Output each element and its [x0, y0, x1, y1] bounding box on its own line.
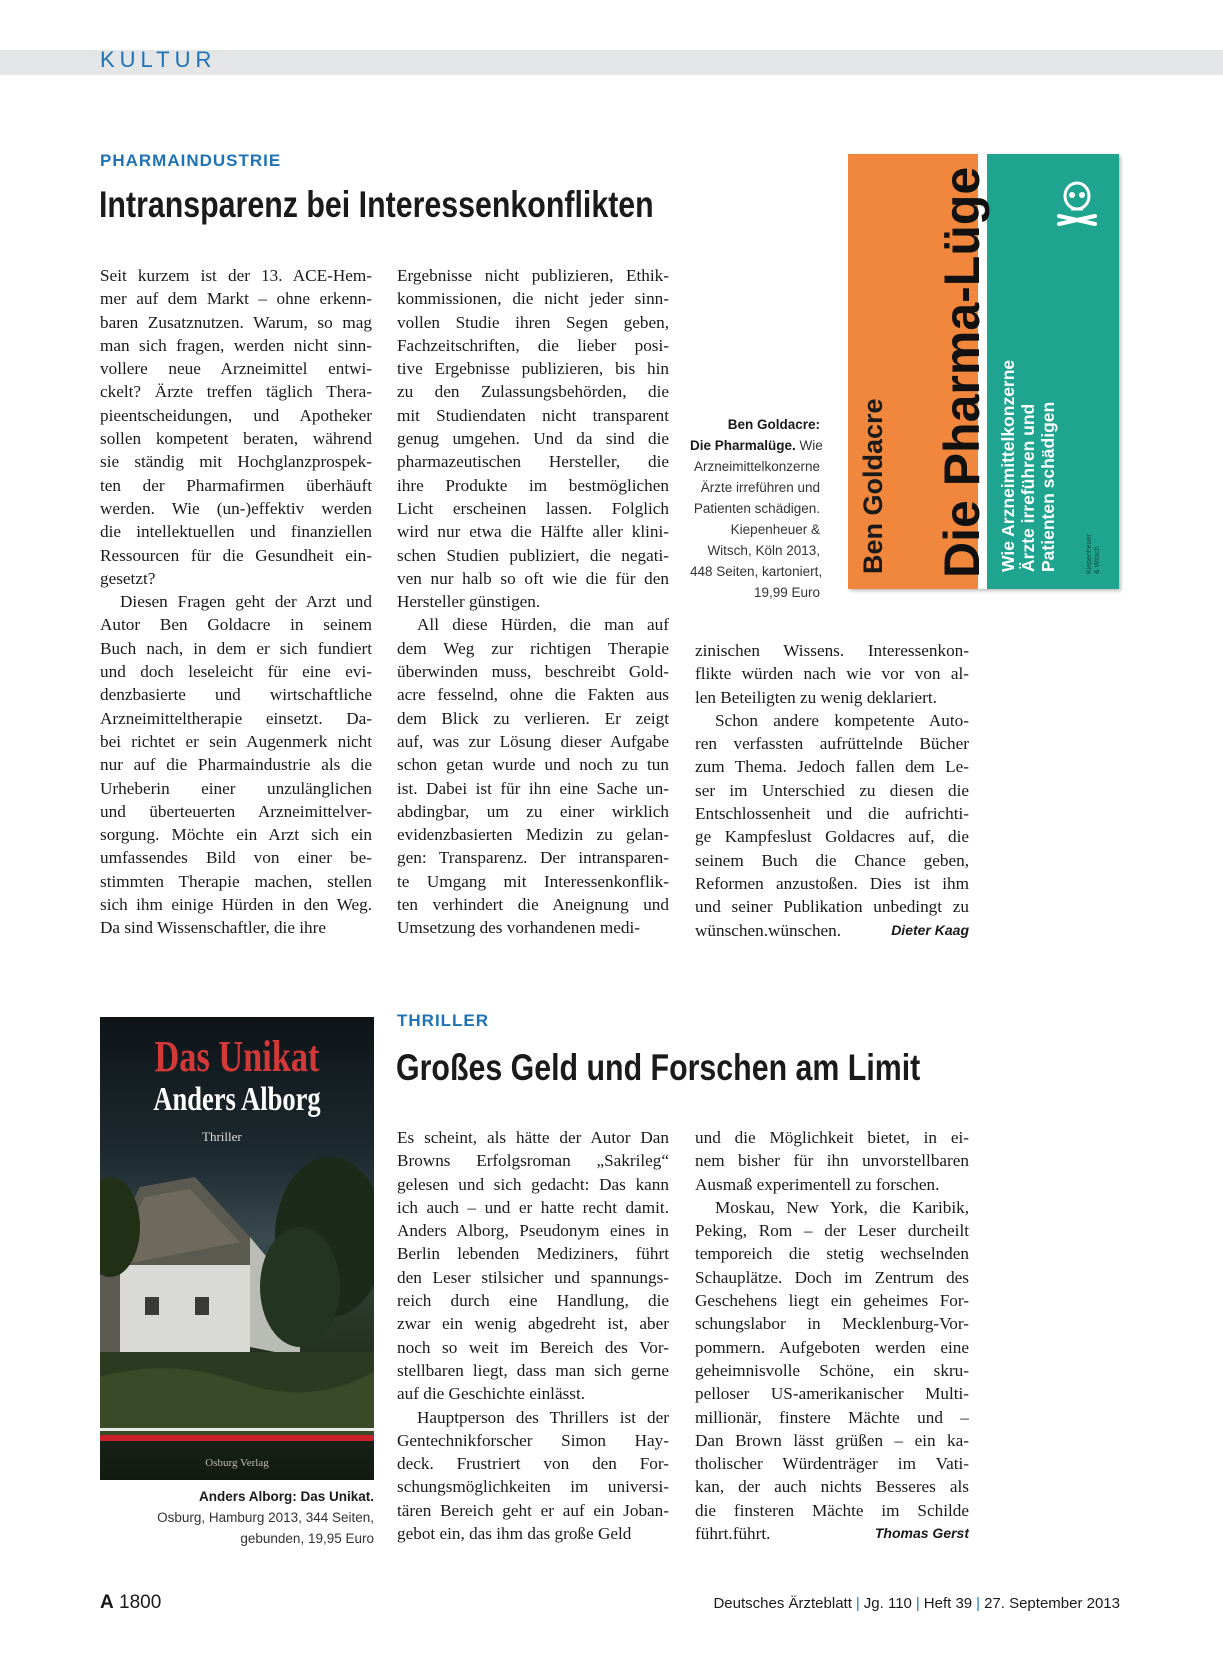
- text-line: auf die Geschichte einlässt.: [397, 1384, 586, 1404]
- cover-subtitle-line: Wie Arzneimittelkonzerne: [998, 359, 1018, 572]
- cover-subtitle-line: Patienten schädigen: [1038, 401, 1058, 572]
- cover-publisher-line: Kiepenheuer: [1086, 534, 1093, 574]
- text-line: umfassendes Bild von einer be-: [100, 848, 372, 868]
- book-cover-pharmaluege: [848, 154, 1119, 589]
- text-line: wünschen.wünschen. Dieter Kaag: [695, 919, 969, 942]
- section-label: KULTUR: [100, 47, 217, 72]
- text-line: Peking, Rom – der Leser durcheilt: [695, 1221, 969, 1241]
- article1-headline: Intransparenz bei Interessenkonflikten: [99, 184, 654, 225]
- skull-icon: [1053, 176, 1101, 228]
- book-cover-das-unikat: [100, 1017, 374, 1480]
- text-line: Browns Erfolgsroman „Sakrileg“: [397, 1151, 669, 1171]
- text-line: tären Bereich geht er auf ein Joban-: [397, 1500, 669, 1520]
- article2-column-1: [397, 1126, 669, 1545]
- article1-caption: [690, 414, 823, 603]
- caption-line: Osburg, Hamburg 2013, 344 Seiten,: [157, 1510, 374, 1525]
- text-line: denzbasierte und wirtschaftliche: [100, 685, 372, 705]
- text-line: Hauptperson des Thrillers ist der: [417, 1407, 669, 1427]
- text-line: Fachzeitschriften, die lieber posi-: [397, 335, 669, 355]
- article2-kicker: THRILLER: [397, 1011, 490, 1030]
- text-line: te Umgang mit Interessenkonflik-: [397, 871, 669, 891]
- caption-line: Ärzte irreführen und: [700, 480, 820, 495]
- article1-kicker: PHARMAINDUSTRIE: [100, 151, 282, 170]
- text-line: flikte würden nach wie vor von al-: [695, 664, 969, 684]
- text-line: und die Möglichkeit bietet, in ei-: [695, 1128, 969, 1147]
- caption-line: Patienten schädigen.: [693, 501, 820, 516]
- text-line: genug umgehen. Und da sind die: [397, 429, 669, 449]
- text-line: die intellektuellen und finanziellen: [100, 522, 372, 542]
- journal-footer: [713, 1595, 1120, 1612]
- text-line: Ergebnisse nicht publizieren, Ethik-: [397, 266, 669, 285]
- text-line: evidenzbasierten Medizin zu gelan-: [397, 825, 669, 845]
- text-line: All diese Hürden, die man auf: [417, 615, 669, 635]
- text-line: len Beteiligten zu wenig deklariert.: [695, 687, 937, 707]
- text-line: bei richtet er sein Augenmerk nicht: [100, 731, 372, 751]
- text-line: gen: Transparenz. Der intransparen-: [397, 848, 669, 868]
- text-line: sich ihm einige Hürden in den Weg.: [100, 895, 372, 915]
- page-number-value: 1800: [119, 1592, 162, 1613]
- journal-date: 27. September 2013: [984, 1595, 1120, 1612]
- text-line: schungslabor in Mecklenburg-Vor-: [695, 1314, 969, 1334]
- text-line: Schauplätze. Doch im Zentrum des: [695, 1267, 969, 1287]
- caption-line: gebunden, 19,95 Euro: [240, 1531, 374, 1546]
- text-line: vollen Studie ihren Segen geben,: [397, 312, 669, 332]
- text-line: stellbaren liegt, dass man sich gerne: [397, 1360, 669, 1380]
- caption-line: 448 Seiten, kartoniert,: [690, 564, 823, 579]
- text-line: zwar ein wenig abgedreht ist, aber: [397, 1314, 669, 1334]
- article2-caption: [100, 1486, 374, 1549]
- page-prefix: A: [100, 1592, 114, 1613]
- text-line: wird nur etwa die Hälfte aller klini-: [397, 522, 669, 542]
- cover2-title: Das Unikat: [154, 1032, 320, 1081]
- text-line: Urheberin einer unzulänglichen: [100, 778, 372, 798]
- text-line: Licht erscheinen lassen. Folglich: [397, 498, 669, 518]
- text-line: und doch leseleicht für eine evi-: [100, 662, 372, 682]
- text-line: reich durch eine Handlung, die: [397, 1291, 669, 1311]
- text-line: zinischen Wissens. Interessenkon-: [695, 641, 969, 660]
- footer-separator: |: [855, 1595, 860, 1612]
- text-line: Arzneimitteltherapie einsetzt. Da-: [100, 708, 372, 728]
- cover2-red-stripe: [100, 1435, 374, 1441]
- text-line: nem bisher für ihn unvorstellbaren: [695, 1151, 969, 1171]
- caption-line: 19,99 Euro: [753, 585, 820, 600]
- text-line: überwinden muss, beschreibt Gold-: [397, 662, 669, 682]
- cover2-house-image: [100, 1147, 374, 1437]
- text-line: tive Ergebnisse publizieren, bis hin: [397, 359, 669, 379]
- text-line: pelloser US-amerikanischer Multi-: [695, 1384, 969, 1404]
- article1-column-2: [397, 264, 669, 940]
- text-line: und seiner Publikation unbedingt zu: [695, 897, 969, 917]
- cover-title: Die Pharma-Lüge: [934, 166, 990, 578]
- author-signature: Dieter Kaag: [891, 921, 969, 938]
- text-line: sie ständig mit Hochglanzprospek-: [100, 452, 372, 472]
- text-line: tholischer Würdenträger im Vati-: [695, 1454, 969, 1474]
- text-line: Buch nach, in dem er sich fundiert: [100, 638, 372, 658]
- text-line: werden. Wie (un-)effektiv werden: [100, 498, 372, 518]
- text-line: Autor Ben Goldacre in seinem: [100, 615, 372, 635]
- page-number: [100, 1592, 161, 1614]
- text-line: mit Studiendaten nicht transparent: [397, 405, 669, 425]
- text-line: führt.führt. Thomas Gerst: [695, 1522, 969, 1545]
- cover-author: Ben Goldacre: [858, 398, 888, 574]
- text-line: deck. Frustriert von den For-: [397, 1454, 669, 1474]
- text-line: Ressourcen für die Gesundheit ein-: [100, 545, 372, 565]
- article1-column-1: [100, 264, 372, 940]
- text-line: Dan Brown lässt grüßen – ein ka-: [695, 1430, 969, 1450]
- caption-title-line: Ben Goldacre:: [727, 417, 820, 432]
- text-line: zum Thema. Jedoch fallen dem Le-: [695, 757, 969, 777]
- cover2-author: Anders Alborg: [153, 1081, 321, 1118]
- text-line: dem Blick zu verlieren. Er zeigt: [397, 708, 669, 728]
- text-line: seinem Buch die Chance geben,: [695, 850, 969, 870]
- text-line: gesetzt?: [100, 568, 156, 588]
- text-line: Seit kurzem ist der 13. ACE-Hem-: [100, 266, 372, 285]
- text-line: geheimnisvolle Schöne, ein skru-: [695, 1360, 969, 1380]
- text-line: baren Zusatznutzen. Warum, so mag: [100, 312, 372, 332]
- text-line: ihre Produkte im bestmöglichen: [397, 475, 669, 495]
- text-line: nur auf die Pharmaindustrie als die: [100, 755, 372, 775]
- journal-name: Deutsches Ärzteblatt: [713, 1595, 852, 1612]
- text-line: man sich fragen, werden nicht sinn-: [100, 335, 372, 355]
- text-line: den Leser stilsicher und spannungs-: [397, 1267, 669, 1287]
- text-line: noch so weit im Bereich des Vor-: [397, 1337, 669, 1357]
- cover-publisher: [1086, 534, 1102, 574]
- caption-line: Arzneimittelkonzerne: [693, 459, 820, 474]
- text-line: stimmten Therapie machen, stellen: [100, 871, 372, 891]
- cover2-white-stripe: [100, 1428, 374, 1431]
- text-line: ich auch – und er hatte recht damit.: [397, 1197, 669, 1217]
- caption-line: Witsch, Köln 2013,: [707, 543, 820, 558]
- cover-subtitle: [998, 360, 1058, 572]
- text-line: Ausmaß experimentell zu forschen.: [695, 1174, 940, 1194]
- text-line: vollere neue Arzneimittel entwi-: [100, 359, 372, 379]
- caption-title-line: Die Pharmalüge.: [690, 438, 796, 453]
- journal-volume: Jg. 110: [863, 1595, 912, 1612]
- text-line: Reformen anzustoßen. Dies ist ihm: [695, 873, 969, 893]
- text-line: zu den Zulassungsbehörden, die: [397, 382, 669, 402]
- text-line: acre fesselnd, ohne die Fakten aus: [397, 685, 669, 705]
- text-line: Da sind Wissenschaftler, die ihre: [100, 918, 326, 938]
- caption-line: Wie: [795, 438, 823, 453]
- text-line: pommern. Aufgeboten werden eine: [695, 1337, 969, 1357]
- text-line: schon getan wurde und noch zu tun: [397, 755, 669, 775]
- cover2-publisher: Osburg Verlag: [205, 1457, 269, 1469]
- text-line: ren verfassten aufrüttelnde Bücher: [695, 734, 969, 754]
- text-line: Umsetzung des vorhandenen medi-: [397, 918, 640, 938]
- text-line: Geschehens liegt ein geheimes For-: [695, 1291, 969, 1311]
- text-line: und überteuerten Arzneimittelver-: [100, 801, 372, 821]
- text-line: ten der Pharmafirmen überhäuft: [100, 475, 372, 495]
- text-line: kan, der auch nichts Besseres als: [695, 1477, 969, 1497]
- text-line: gebot ein, das ihm das große Geld: [397, 1524, 632, 1544]
- text-line: sollen kompetent beraten, während: [100, 429, 372, 449]
- text-line: Schon andere kompetente Auto-: [715, 710, 969, 730]
- text-line: sorgung. Möchte ein Arzt sich ein: [100, 825, 372, 845]
- text-line: ten verhindert die Aneignung und: [397, 895, 669, 915]
- text-line: Moskau, New York, die Karibik,: [715, 1197, 969, 1217]
- footer-separator: |: [915, 1595, 920, 1612]
- text-line: auf, was zur Lösung dieser Aufgabe: [397, 731, 669, 751]
- journal-issue: Heft 39: [923, 1595, 973, 1612]
- text-line: ven nur halb so oft wie die für den: [397, 568, 669, 588]
- text-line: dem Weg zur richtigen Therapie: [397, 638, 669, 658]
- author-signature: Thomas Gerst: [874, 1525, 969, 1542]
- text-line: pieentscheidungen, und Apotheker: [100, 405, 372, 425]
- text-line: Anders Alborg, Pseudonym eines in: [397, 1221, 669, 1241]
- cover-subtitle-line: Ärzte irreführen und: [1018, 403, 1038, 572]
- text-line: Gentechnikforscher Simon Hay-: [397, 1430, 669, 1450]
- text-line: ge Kampfeslust Goldacres auf, die: [695, 827, 969, 847]
- caption-line: Kiepenheuer &: [730, 522, 820, 537]
- article2-column-2: [695, 1126, 969, 1545]
- text-line: mer auf dem Markt – ohne erkenn-: [100, 289, 372, 309]
- text-line: Diesen Fragen geht der Arzt und: [120, 592, 372, 612]
- text-line: pharmazeutischen Hersteller, die: [397, 452, 669, 472]
- cover2-genre: Thriller: [202, 1129, 242, 1144]
- text-line: abdingbar, um zu einer wirklich: [397, 801, 669, 821]
- text-line: ckelt? Ärzte treffen täglich Thera-: [100, 382, 372, 402]
- cover-publisher-line: & Witsch: [1094, 546, 1101, 574]
- text-line: gelesen und sich gedacht: Das kann: [397, 1174, 669, 1194]
- text-line: Es scheint, als hätte der Autor Dan: [397, 1128, 669, 1147]
- text-line: Hersteller günstigen.: [397, 592, 541, 612]
- text-line: Entschlossenheit und die aufrichti-: [695, 804, 969, 824]
- footer-separator: |: [976, 1595, 981, 1612]
- text-line: ser im Unterschied zu diesen die: [695, 780, 969, 800]
- text-line: kommissionen, die nicht jeder sinn-: [397, 289, 669, 309]
- caption-title-line: Anders Alborg: Das Unikat.: [198, 1489, 374, 1504]
- text-line: schen Studien publiziert, die negati-: [397, 545, 669, 565]
- text-line: temporeich die stetig wechselnden: [695, 1244, 969, 1264]
- text-line: millionär, finstere Mächte und –: [695, 1407, 969, 1427]
- text-line: die finsteren Mächte im Schilde: [695, 1500, 969, 1520]
- article1-column-3: [695, 639, 969, 942]
- text-line: Berlin lebenden Mediziners, führt: [397, 1244, 669, 1264]
- text-line: ist. Dabei ist für ihn eine Sache un-: [397, 778, 669, 798]
- text-line: schungsmöglichkeiten im universi-: [397, 1477, 669, 1497]
- article2-headline: Großes Geld und Forschen am Limit: [396, 1047, 921, 1088]
